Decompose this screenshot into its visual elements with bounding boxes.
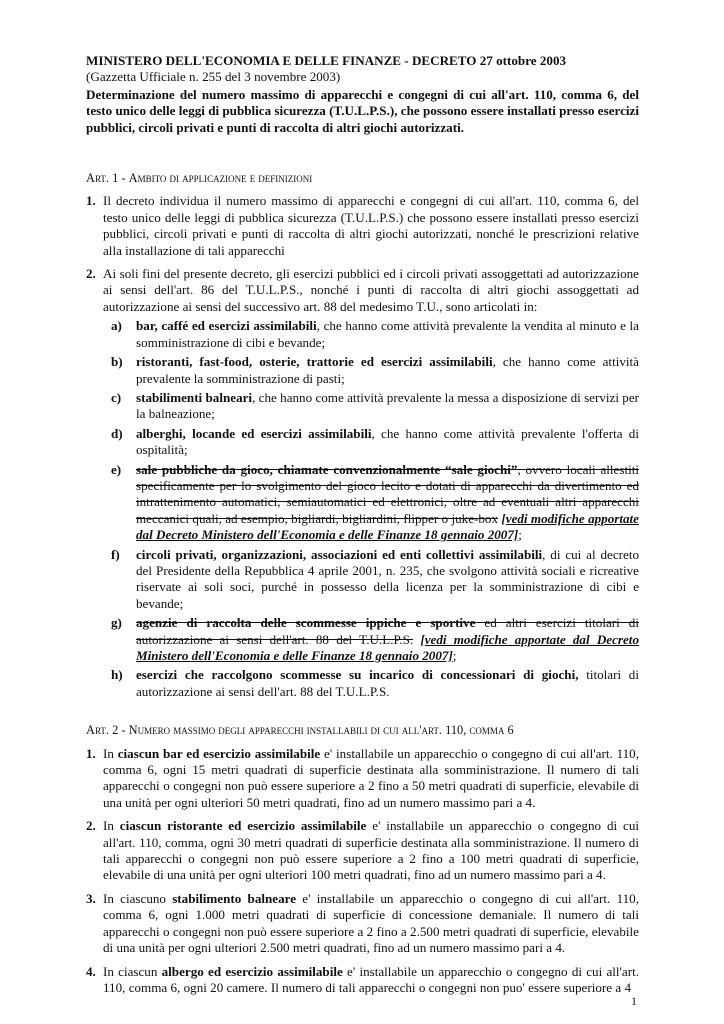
art2-heading: Art. 2 - Numero massimo degli apparecchi installabili di cui all'art. 110, comma 6 (86, 723, 514, 738)
art2-title: Numero massimo degli apparecchi installabili di cui all'art. 110, comma 6 (128, 723, 514, 738)
list-item-g: g) agenzie di raccolta delle scommesse ippiche e sportive ed altri esercizi titolari di autorizzazione ai sensi dell'art. 88 del T.U.L.P.S. [vedi modifiche apportate dal Decreto Ministero dell'Economia e delle Finanze 18 gennaio 2007]; (111, 615, 639, 663)
decree-title: MINISTERO DELL'ECONOMIA E DELLE FINANZE - DECRETO 27 ottobre 2003 (86, 53, 567, 68)
art2-paragraph-1: 1. In ciascun bar ed esercizio assimilabile e' installabile un apparecchio o congegno di cui all'art. 110, comma 6, ogni 15 metri quadrati di superficie destinata alla somministrazione. Il numero di tali apparecchi o congegni non può essere superiore a 2 fino a 50 metri quadrati di superficie, elevabile di una unità per ogni ulteriori 50 metri quadrati, fino ad un numero massimo pari a 4. (86, 745, 639, 810)
art1-heading: Art. 1 - Ambito di applicazione e definizioni (86, 171, 313, 186)
art1-paragraph-2: 2. Ai soli fini del presente decreto, gli esercizi pubblici ed i circoli privati assoggettati ad autorizzazione ai sensi dell'art. 86 del T.U.L.P.S., nonché i punti di raccolta di altri giochi assoggettati ad autorizzazione ai sensi del successivo art. 88 del medesimo T.U., sono articolati in: a) bar, caffé ed esercizi assimilabili, che hanno come attività prevalente la vendita al minuto e la somministrazione di cibi e bevande; b) ristoranti, fast-food, osterie, trattorie ed esercizi assimilabili, che hanno come attività prevalente la somministrazione di pasti; c) stabilimenti balneari, che hanno come attività prevalente la messa a disposizione di servizi per la balneazione; d) alberghi, locande ed esercizi assimilabili, che hanno come attività prevalente l'offerta di ospitalità; e) sale pubbliche da gioco, chiamate convenzionalmente “sale giochi”, ovvero locali allestiti specificamente per lo svolgimento del gioco lecito e dotati di apparecchi da divertimento ed intrattenimento automatici, semiautomatici ed elettronici, oltre ad eventuali altri apparecchi meccanici quali, ad esempio, bigliardi, bigliardini, flipper o juke-box [vedi modifiche apportate dal Decreto Ministero dell'Economia e delle Finanze 18 gennaio 2007]; f) circoli privati, organizzazioni, associazioni ed enti collettivi assimilabili, di cui al decreto del Presidente della Repubblica 4 aprile 2001, n. 235, che svolgono attività sociali e ricreative riservate ai soli soci, purché in possesso della licenza per la somministrazione di cibi e bevande; g) agenzie di raccolta delle scommesse ippiche e sportive ed altri esercizi titolari di autorizzazione ai sensi dell'art. 88 del T.U.L.P.S. [vedi modifiche apportate dal Decreto Ministero dell'Economia e delle Finanze 18 gennaio 2007]; h) esercizi che raccolgono scommesse su incarico di concessionari di giochi, titolari di autorizzazione ai sensi dell'art. 88 del T.U.L.P.S. (86, 266, 640, 699)
list-item-c: c) stabilimenti balneari, che hanno come attività prevalente la messa a disposizione di servizi per la balneazione; (111, 389, 640, 422)
art2-paragraph-3: 3. In ciascuno stabilimento balneare e' installabile un apparecchio o congegno di cui all'art. 110, comma 6, ogni 1.000 metri quadrati di superficie di concessione demaniale. Il numero di tali apparecchi o congegni non può essere superiore a 2 fino a 2.500 metri quadrati di superficie, elevabile di una unità per ogni ulteriori 2.500 metri quadrati, fino ad un numero massimo pari a 4. (86, 890, 639, 956)
list-item-e: e) sale pubbliche da gioco, chiamate convenzionalmente “sale giochi”, ovvero locali allestiti specificamente per lo svolgimento del gioco lecito e dotati di apparecchi da divertimento ed intrattenimento automatici, semiautomatici ed elettronici, oltre ad eventuali altri apparecchi meccanici quali, ad esempio, bigliardi, bigliardini, flipper o juke-box [vedi modifiche apportate dal Decreto Ministero dell'Economia e delle Finanze 18 gennaio 2007]; (111, 461, 639, 543)
art2-paragraph-2: 2. In ciascun ristorante ed esercizio assimilabile e' installabile un apparecchio o congegno di cui all'art. 110, comma, ogni 30 metri quadrati di superficie destinata alla somministrazione. Il numero di tali apparecchi o congegni non può essere superiore a 2 fino a 100 metri quadrati di superficie, elevabile di una unità per ogni ulteriori 100 metri quadrati, fino ad un numero massimo pari a 4. (86, 818, 640, 883)
amendment-note: [vedi modifiche apportate dal Decreto Ministero dell'Economia e delle Finanze 18 gennaio 2007] (136, 510, 639, 543)
art2-paragraph-4: 4. In ciascun albergo ed esercizio assimilabile e' installabile un apparecchio o congegno di cui all'art. 110, comma 6, ogni 20 camere. Il numero di tali apparecchi o congegni non puo' essere superiore a 4 (86, 963, 639, 995)
document-page (86, 53, 639, 996)
list-item-d: d) alberghi, locande ed esercizi assimilabili, che hanno come attività prevalente l'offerta di ospitalità; (111, 425, 639, 458)
decree-description: Determinazione del numero massimo di apparecchi e congegni di cui all'art. 110, comma 6, del testo unico delle leggi di pubblica sicurezza (T.U.L.P.S.), che possono essere installati presso esercizi pubblici, circoli privati e punti di raccolta di altri giochi autorizzati. (86, 86, 639, 135)
art1-number: Art. 1 (86, 171, 119, 186)
amendment-note: [vedi modifiche apportate dal Decreto Ministero dell'Economia e delle Finanze 18 gennaio 2007] (136, 631, 639, 663)
list-item-h: h) esercizi che raccolgono scommesse su incarico di concessionari di giochi, titolari di autorizzazione ai sensi dell'art. 88 del T.U.L.P.S. (111, 667, 639, 699)
gazzetta-reference: (Gazzetta Ufficiale n. 255 del 3 novembre 2003) (86, 69, 341, 85)
art1-paragraph-1: 1. Il decreto individua il numero massimo di apparecchi e congegni di cui all'art. 110, comma 6, del testo unico delle leggi di pubblica sicurezza (T.U.L.P.S.) che possono essere installati presso esercizi pubblici, circoli privati e punti di raccolta di altri giochi autorizzati, nonché le prescrizioni relative alla installazione di tali apparecchi (86, 193, 639, 258)
art1-title: Ambito di applicazione e definizioni (128, 171, 313, 186)
art2-number: Art. 2 (86, 723, 119, 738)
list-item-b: b) ristoranti, fast-food, osterie, trattorie ed esercizi assimilabili, che hanno come attività prevalente la somministrazione di pasti; (111, 354, 639, 386)
list-item-f: f) circoli privati, organizzazioni, associazioni ed enti collettivi assimilabili, di cui al decreto del Presidente della Repubblica 4 aprile 2001, n. 235, che svolgono attività sociali e ricreative riservate ai soli soci, purché in possesso della licenza per la somministrazione di cibi e bevande; (111, 546, 640, 611)
list-item-a: a) bar, caffé ed esercizi assimilabili, che hanno come attività prevalente la vendita al minuto e la somministrazione di cibi e bevande; (111, 318, 639, 350)
page-number: 1 (631, 994, 637, 1008)
